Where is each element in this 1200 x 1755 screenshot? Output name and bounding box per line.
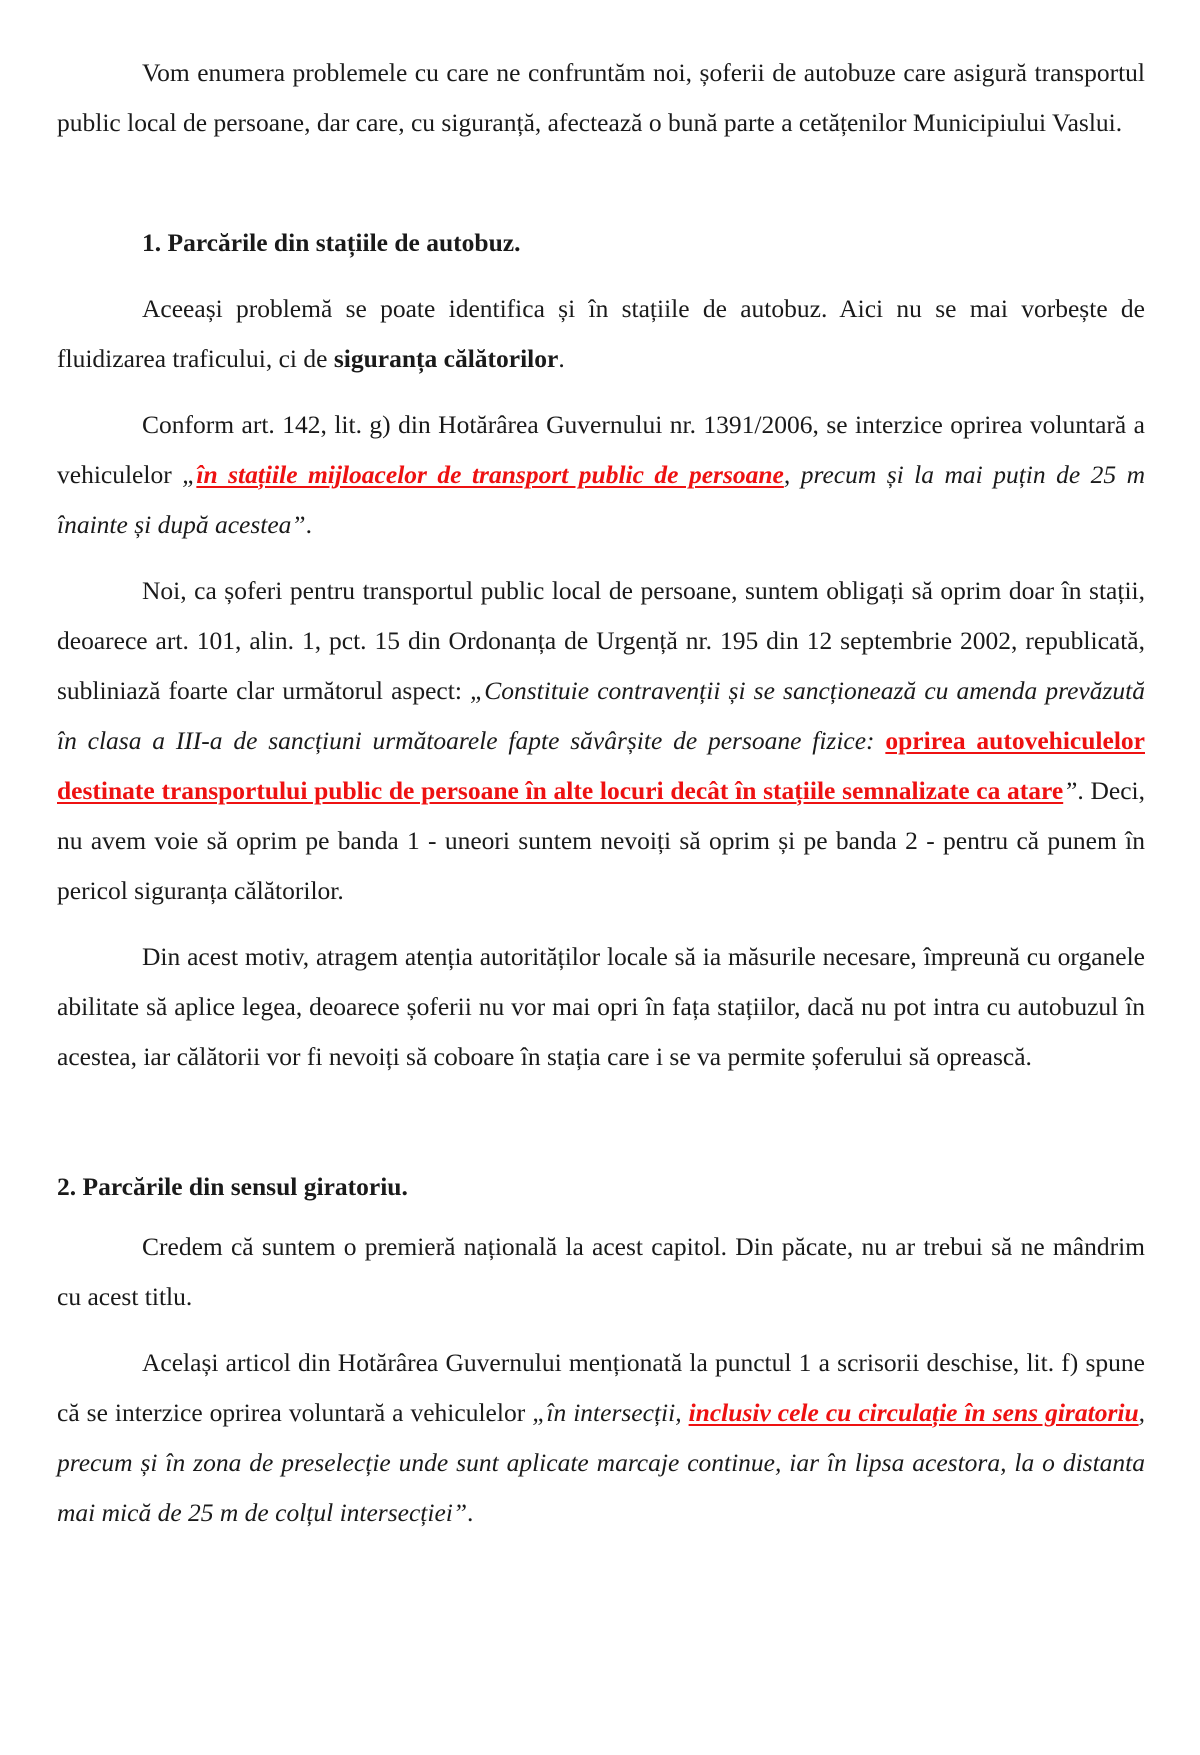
highlighted-quote: în stațiile mijloacelor de transport public de persoane (196, 460, 784, 489)
section-1-paragraph-2 (57, 400, 1145, 550)
text-run: . (305, 510, 312, 539)
section-1-paragraph-1 (57, 284, 1145, 384)
quote-text: „Constituie contravenții și se sancționează cu amenda prevăzută în clasa a III-a de sancțiuni următoarele fapte săvârșite de persoane fizice: (57, 676, 1145, 755)
highlighted-quote: oprirea autovehiculelor destinate transportului public de persoane în alte locuri decât în stațiile semnalizate ca atare (57, 726, 1145, 805)
section-2-paragraph-2 (57, 1338, 1145, 1538)
section-1-paragraph-3 (57, 566, 1145, 916)
quote-mark: „ (182, 460, 197, 489)
text-run: Noi, ca șoferi pentru transportul public local de persoane, suntem obligați să oprim doar în stații, deoarece art. 101, alin. 1, pct. 15 din Ordonanța de Urgență nr. 195 din 12 septembrie 2002, republicată, subliniază foarte clar următorul aspect: (57, 576, 1145, 705)
quote-text: , precum și la mai puțin de 25 m înainte și după acestea” (57, 460, 1145, 539)
quote-text: , precum și în zona de preselecție unde sunt aplicate marcaje continue, iar în lipsa acestora, la o distanta mai mică de 25 m de colțul intersecției” (57, 1398, 1146, 1527)
quote-mark: ” (1063, 776, 1078, 805)
text-run: . Deci, nu avem voie să oprim pe banda 1 - uneori suntem nevoiți să oprim și pe banda 2 - pentru că punem în pericol siguranța călătorilor. (57, 776, 1145, 905)
document-page (57, 48, 1145, 1538)
text-run: Același articol din Hotărârea Guvernului menționată la punctul 1 a scrisorii deschise, lit. f) spune că se interzice oprirea voluntară a vehiculelor (57, 1348, 1145, 1427)
text-run: . (558, 344, 565, 373)
text-run: . (467, 1498, 474, 1527)
text-run: Aceeași problemă se poate identifica și în stațiile de autobuz. Aici nu se mai vorbește de fluidizarea traficului, ci de (57, 294, 1145, 373)
section-2-heading: 2. Parcările din sensul giratoriu. (57, 1172, 408, 1201)
intro-paragraph: Vom enumera problemele cu care ne confruntăm noi, șoferii de autobuze care asigură transportul public local de persoane, dar care, cu siguranță, afectează o bună parte a cetățenilor Municipiului Vaslui. (57, 58, 1145, 137)
quote-text: „în intersecții, (532, 1398, 689, 1427)
highlighted-quote: inclusiv cele cu circulație în sens giratoriu (688, 1398, 1139, 1427)
bold-phrase: siguranța călătorilor (333, 344, 559, 373)
section-2-paragraph-1: Credem că suntem o premieră națională la acest capitol. Din păcate, nu ar trebui să ne mândrim cu acest titlu. (57, 1232, 1145, 1311)
section-1-paragraph-4: Din acest motiv, atragem atenția autorităților locale să ia măsurile necesare, împreună cu organele abilitate să aplice legea, deoarece șoferii nu vor mai opri în fața stațiilor, dacă nu pot intra cu autobuzul în acestea, iar călătorii vor fi nevoiți să coboare în stația care i se va permite șoferului să oprească. (57, 942, 1145, 1071)
text-run: Conform art. 142, lit. g) din Hotărârea Guvernului nr. 1391/2006, se interzice oprirea voluntară a vehiculelor (57, 410, 1145, 489)
section-1-heading: 1. Parcările din stațiile de autobuz. (142, 228, 521, 257)
